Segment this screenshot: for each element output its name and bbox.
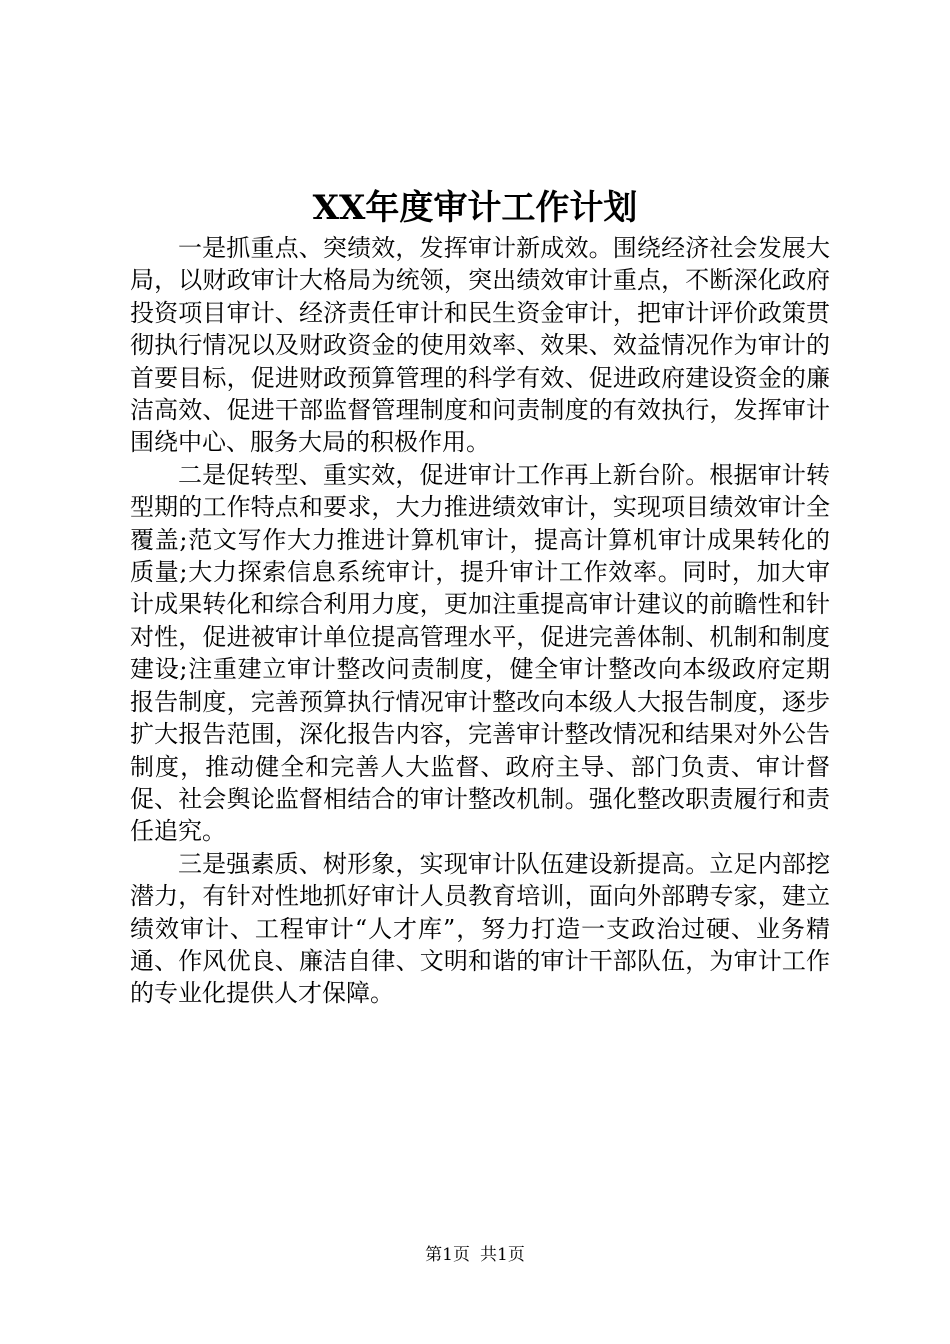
document-title: XX年度审计工作计划 [312, 188, 638, 228]
page-footer [0, 1243, 950, 1267]
paragraph-2: 二是促转型、重实效，促进审计工作再上新台阶。根据审计转型期的工作特点和要求，大力推进绩效审计，实现项目绩效审计全覆盖;范文写作大力推进计算机审计，提高计算机审计成果转化的质量;大力探索信息系统审计，提升审计工作效率。同时，加大审计成果转化和综合利用力度，更加注重提高审计建议的前瞻性和针对性，促进被审计单位提高管理水平，促进完善体制、机制和制度建设;注重建立审计整改问责制度，健全审计整改向本级政府定期报告制度，完善预算执行情况审计整改向本级人大报告制度，逐步扩大报告范围，深化报告内容，完善审计整改情况和结果对外公告制度，推动健全和完善人大监督、政府主导、部门负责、审计督促、社会舆论监督相结合的审计整改机制。强化整改职责履行和责任追究。 [130, 460, 830, 846]
document-body [130, 232, 830, 1010]
paragraph-1: 一是抓重点、突绩效，发挥审计新成效。围绕经济社会发展大局，以财政审计大格局为统领，突出绩效审计重点，不断深化政府投资项目审计、经济责任审计和民生资金审计，把审计评价政策贯彻执行情况以及财政资金的使用效率、效果、效益情况作为审计的首要目标，促进财政预算管理的科学有效、促进政府建设资金的廉洁高效、促进干部监督管理制度和问责制度的有效执行，发挥审计围绕中心、服务大局的积极作用。 [130, 234, 830, 457]
paragraph-3: 三是强素质、树形象，实现审计队伍建设新提高。立足内部挖潜力，有针对性地抓好审计人员教育培训，面向外部聘专家，建立绩效审计、工程审计“人才库”，努力打造一支政治过硬、业务精通、作风优良、廉洁自律、文明和谐的审计干部队伍，为审计工作的专业化提供人才保障。 [130, 849, 830, 1008]
page-total: 共1页 [480, 1245, 525, 1265]
page-number: 第1页 [425, 1245, 470, 1265]
